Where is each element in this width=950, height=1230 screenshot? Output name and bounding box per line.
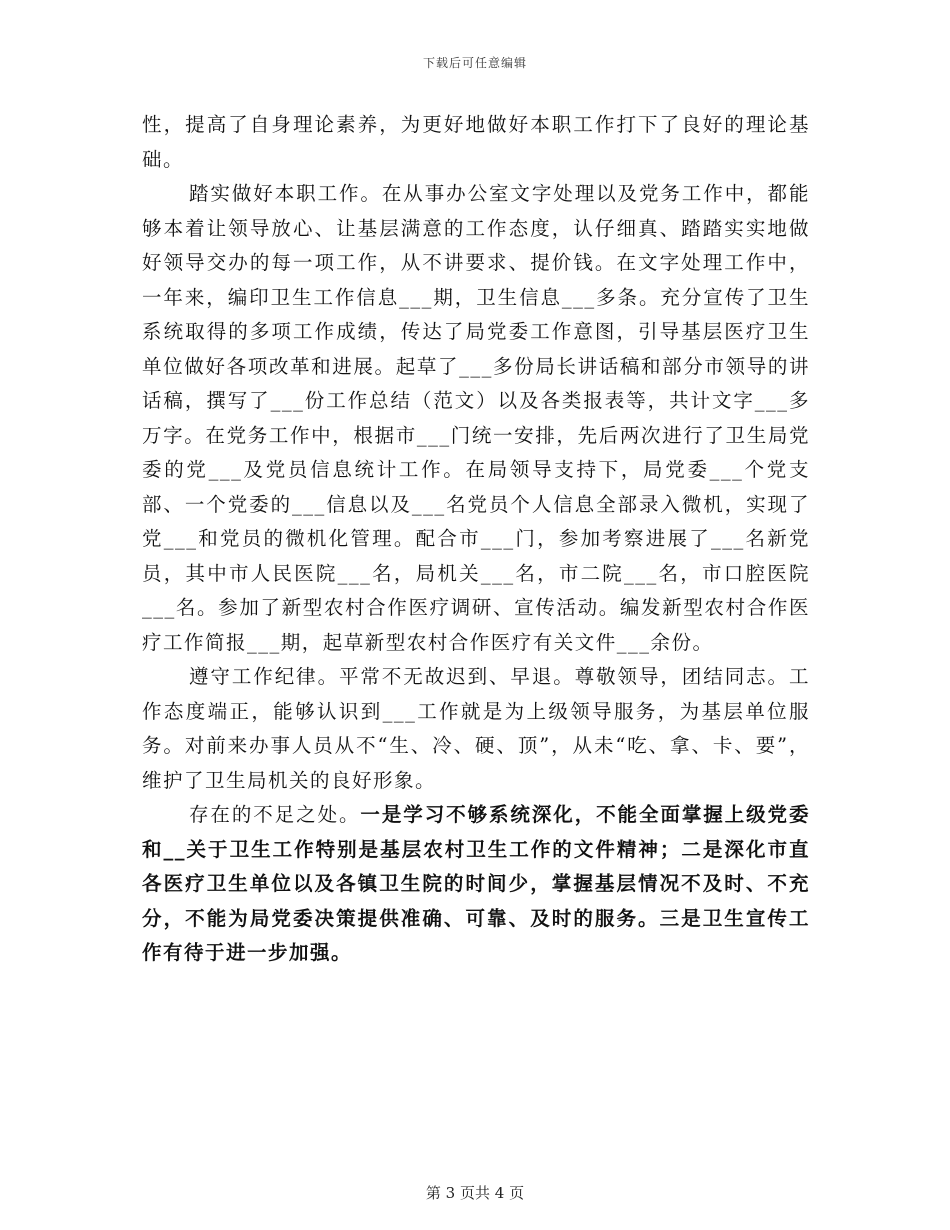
paragraph-4 — [142, 798, 810, 971]
paragraph-2: 踏实做好本职工作。在从事办公室文字处理以及党务工作中，都能够本着让领导放心、让基层满意的工作态度，认仔细真、踏踏实实地做好领导交办的每一项工作，从不讲要求、提价钱。在文字处理工作中，一年来，编印卫生工作信息___期，卫生信息___多条。充分宣传了卫生系统取得的多项工作成绩，传达了局党委工作意图，引导基层医疗卫生单位做好各项改革和进展。起草了___多份局长讲话稿和部分市领导的讲话稿，撰写了___份工作总结（范文）以及各类报表等，共计文字___多万字。在党务工作中，根据市___门统一安排，先后两次进行了卫生局党委的党___及党员信息统计工作。在局领导支持下，局党委___个党支部、一个党委的___信息以及___名党员个人信息全部录入微机，实现了党___和党员的微机化管理。配合市___门，参加考察进展了___名新党员，其中市人民医院___名，局机关___名，市二院___名，市口腔医院___名。参加了新型农村合作医疗调研、宣传活动。编发新型农村合作医疗工作简报___期，起草新型农村合作医疗有关文件___余份。 — [142, 182, 810, 654]
page-header: 下载后可任意编辑 — [422, 56, 527, 70]
paragraph-3: 遵守工作纪律。平常不无故迟到、早退。尊敬领导，团结同志。工作态度端正，能够认识到___工作就是为上级领导服务，为基层单位服务。对前来办事人员从不“生、冷、硬、顶”，从未“吃、拿、卡、要”，维护了卫生局机关的良好形象。 — [142, 665, 810, 792]
paragraph-4-bold: 一是学习不够系统深化，不能全面掌握上级党委和__关于卫生工作特别是基层农村卫生工作的文件精神；二是深化市直各医疗卫生单位以及各镇卫生院的时间少，掌握基层情况不及时、不充分，不能为局党委决策提供准确、可靠、及时的服务。三是卫生宣传工作有待于进一步加强。 — [142, 803, 810, 964]
paragraph-1: 性，提高了自身理论素养，为更好地做好本职工作打下了良好的理论基础。 — [142, 113, 810, 171]
document-body — [142, 108, 810, 971]
paragraph-4-lead: 存在的不足之处。 — [189, 803, 361, 826]
page-footer: 第 3 页共 4 页 — [425, 1184, 525, 1202]
